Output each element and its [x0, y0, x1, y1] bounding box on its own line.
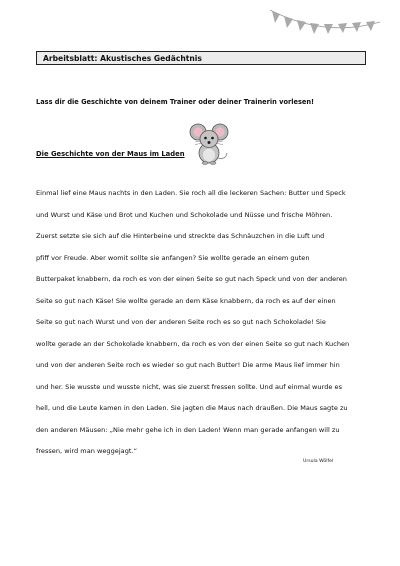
story-line: Seite so gut nach Wurst und von der anderen Seite roch es so gut nach Schokolade! Sie [36, 318, 326, 326]
worksheet-title: Arbeitsblatt: Akustisches Gedächtnis [43, 54, 202, 63]
story-line: Einmal lief eine Maus nachts in den Laden. Sie roch all die leckeren Sachen: Butter und Speck [36, 189, 346, 197]
author-credit: Ursula Wölfel [303, 459, 334, 464]
story-line: pfiff vor Freude. Aber womit sollte sie anfangen? Sie wollte gerade an einem guten [36, 253, 310, 262]
story-line: Zuerst setzte sie sich auf die Hinterbeine und streckte das Schnäuzchen in die Luft und [36, 232, 325, 240]
story-line: hell, und die Leute kamen in den Laden. Sie jagten die Maus nach draußen. Die Maus sagte zu [36, 404, 348, 412]
worksheet-title-box [36, 51, 366, 65]
story-text [36, 183, 366, 463]
story-title: Die Geschichte von der Maus im Laden [36, 150, 185, 158]
mouse-icon [186, 120, 232, 166]
story-line: und von der anderen Seite roch es wieder so gut nach Butter! Die arme Maus lief immer hin [36, 361, 340, 369]
story-line: Butterpaket knabbern, da roch es von der einen Seite so gut nach Speck und von der anderen [36, 275, 347, 283]
story-line: wollte gerade an der Schokolade knabbern, da roch es von der einen Seite so gut nach Kuchen [36, 339, 350, 348]
story-line: und Wurst und Käse und Brot und Kuchen und Schokolade und Nüsse und frische Möhren. [36, 210, 333, 219]
story-line: und her. Sie wusste und wusste nicht, was sie zuerst fressen sollte. Und auf einmal wurde es [36, 382, 343, 391]
story-line: Seite so gut nach Käse! Sie wollte gerade an dem Käse knabbern, da roch es auf der einen [36, 296, 336, 305]
bunting-icon [268, 8, 382, 42]
instruction-text: Lass dir die Geschichte von deinem Trainer oder deiner Trainerin vorlesen! [36, 98, 315, 106]
story-line: fressen, wird man weggejagt.“ [36, 447, 137, 455]
story-line: den anderen Mäusen: „Nie mehr gehe ich in den Laden! Wenn man gerade anfangen will zu [36, 425, 340, 434]
